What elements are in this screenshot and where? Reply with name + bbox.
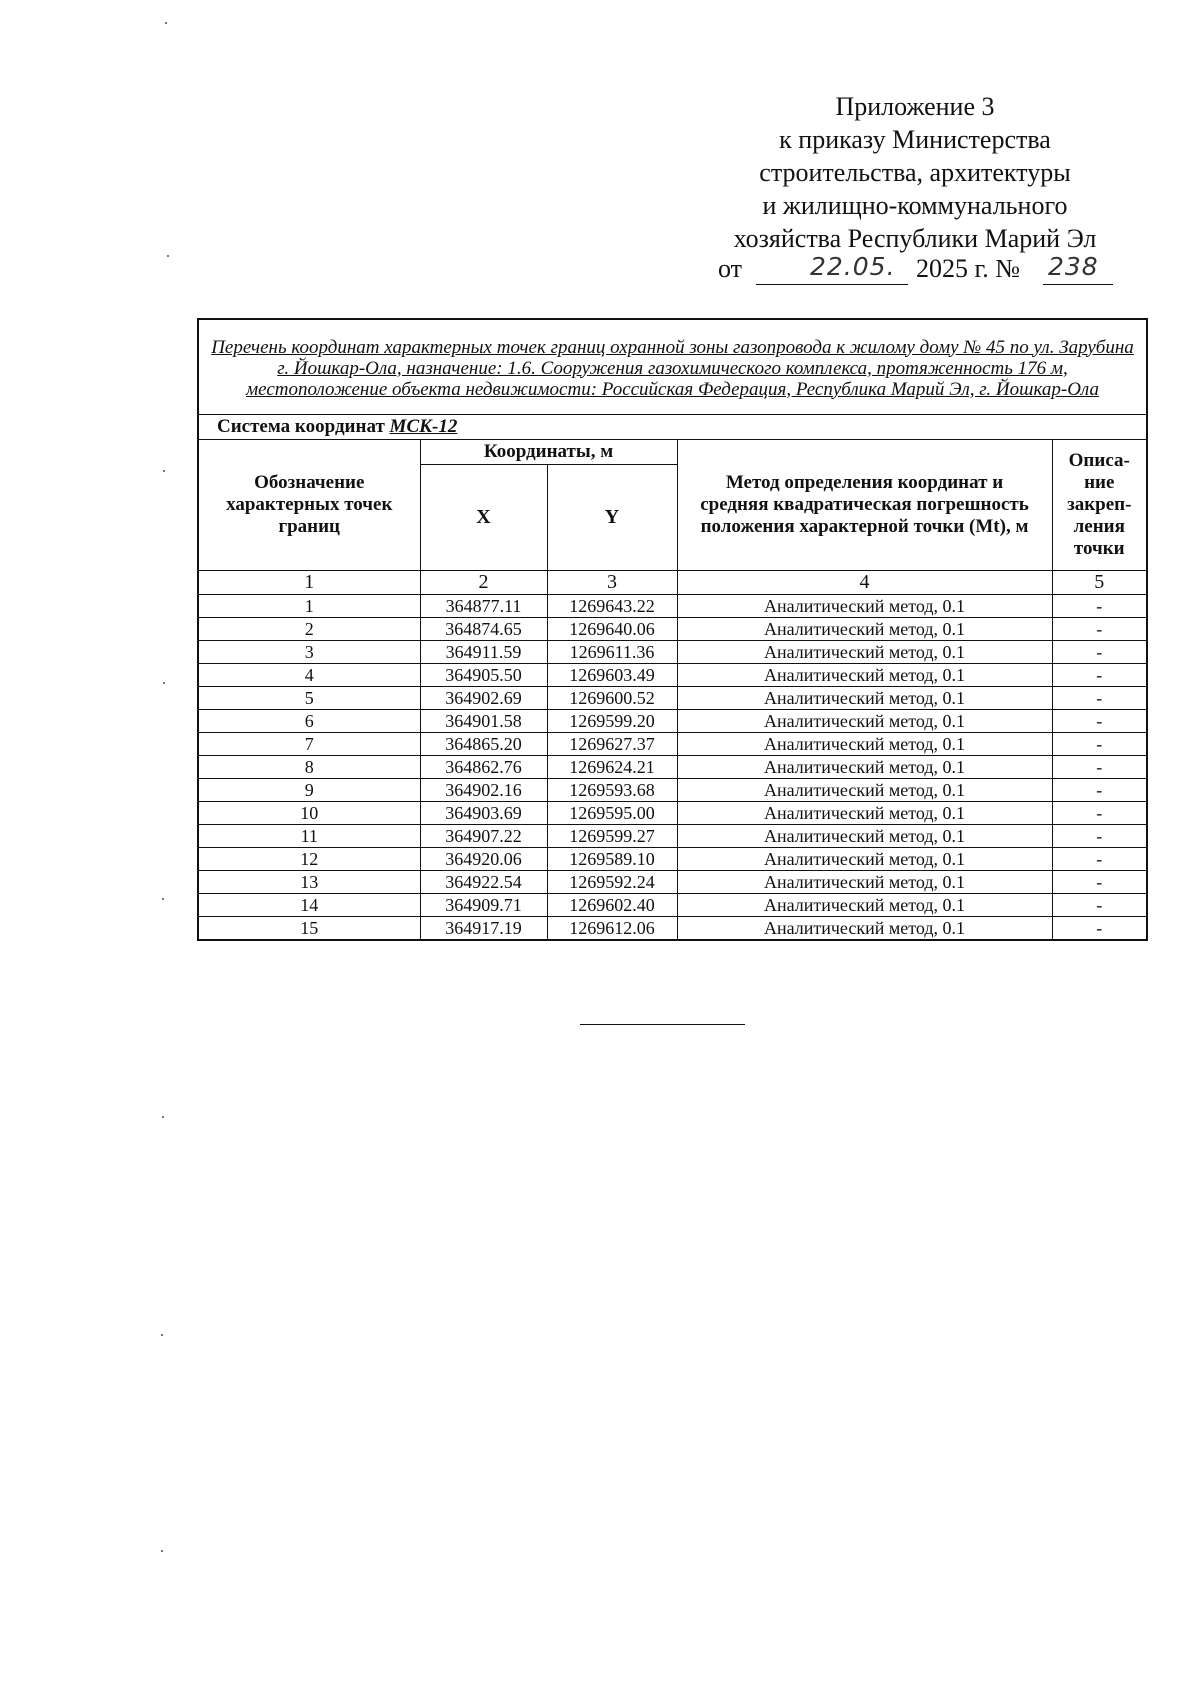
method-cell: Аналитический метод, 0.1 bbox=[677, 756, 1052, 779]
method-cell: Аналитический метод, 0.1 bbox=[677, 894, 1052, 917]
x-cell: 364862.76 bbox=[420, 756, 547, 779]
x-cell: 364920.06 bbox=[420, 848, 547, 871]
point-cell: 10 bbox=[198, 802, 420, 825]
point-cell: 2 bbox=[198, 618, 420, 641]
x-cell: 364907.22 bbox=[420, 825, 547, 848]
description-cell: - bbox=[1052, 618, 1147, 641]
y-cell: 1269624.21 bbox=[547, 756, 677, 779]
point-cell: 12 bbox=[198, 848, 420, 871]
point-cell: 14 bbox=[198, 894, 420, 917]
appendix-title: Приложение 3 bbox=[835, 92, 995, 121]
scan-speck bbox=[165, 22, 167, 24]
header-coordinates: Координаты, м bbox=[420, 440, 677, 465]
header-line-ministry: строительства, архитектуры bbox=[759, 158, 1071, 187]
table-body bbox=[198, 595, 1147, 941]
point-cell: 11 bbox=[198, 825, 420, 848]
header-y: Y bbox=[547, 465, 677, 571]
method-cell: Аналитический метод, 0.1 bbox=[677, 802, 1052, 825]
method-cell: Аналитический метод, 0.1 bbox=[677, 871, 1052, 894]
y-cell: 1269599.20 bbox=[547, 710, 677, 733]
y-cell: 1269593.68 bbox=[547, 779, 677, 802]
description-cell: - bbox=[1052, 595, 1147, 618]
description-cell: - bbox=[1052, 733, 1147, 756]
method-cell: Аналитический метод, 0.1 bbox=[677, 779, 1052, 802]
table-row bbox=[198, 779, 1147, 802]
scan-speck bbox=[162, 1116, 164, 1118]
x-cell: 364874.65 bbox=[420, 618, 547, 641]
x-cell: 364902.16 bbox=[420, 779, 547, 802]
description-cell: - bbox=[1052, 641, 1147, 664]
table-row bbox=[198, 641, 1147, 664]
scan-speck bbox=[167, 255, 169, 257]
year-number-label: 2025 г. № bbox=[916, 254, 1021, 283]
scan-speck bbox=[163, 682, 165, 684]
method-cell: Аналитический метод, 0.1 bbox=[677, 687, 1052, 710]
x-cell: 364865.20 bbox=[420, 733, 547, 756]
x-cell: 364903.69 bbox=[420, 802, 547, 825]
method-cell: Аналитический метод, 0.1 bbox=[677, 710, 1052, 733]
point-cell: 3 bbox=[198, 641, 420, 664]
column-number: 2 bbox=[420, 571, 547, 595]
description-cell: - bbox=[1052, 848, 1147, 871]
y-cell: 1269640.06 bbox=[547, 618, 677, 641]
table-row bbox=[198, 595, 1147, 618]
table-row bbox=[198, 894, 1147, 917]
method-cell: Аналитический метод, 0.1 bbox=[677, 733, 1052, 756]
table-row bbox=[198, 756, 1147, 779]
scan-speck bbox=[163, 470, 165, 472]
header-line-republic: хозяйства Республики Марий Эл bbox=[733, 224, 1097, 253]
appendix-header bbox=[690, 90, 1140, 255]
scan-speck bbox=[162, 898, 164, 900]
y-cell: 1269589.10 bbox=[547, 848, 677, 871]
coordinates-table bbox=[197, 318, 1148, 941]
description-cell: - bbox=[1052, 894, 1147, 917]
coordinate-system-name: МСК-12 bbox=[389, 416, 458, 437]
x-cell: 364909.71 bbox=[420, 894, 547, 917]
y-cell: 1269603.49 bbox=[547, 664, 677, 687]
header-x: X bbox=[420, 465, 547, 571]
table-row bbox=[198, 687, 1147, 710]
method-cell: Аналитический метод, 0.1 bbox=[677, 825, 1052, 848]
header-line-housing: и жилищно-коммунального bbox=[762, 191, 1068, 220]
date-prefix: от bbox=[718, 254, 743, 283]
y-cell: 1269612.06 bbox=[547, 917, 677, 941]
y-cell: 1269611.36 bbox=[547, 641, 677, 664]
column-number: 5 bbox=[1052, 571, 1147, 595]
point-cell: 5 bbox=[198, 687, 420, 710]
table-row bbox=[198, 871, 1147, 894]
table-row bbox=[198, 710, 1147, 733]
coordinate-system-label: Система координат bbox=[217, 416, 385, 437]
x-cell: 364902.69 bbox=[420, 687, 547, 710]
table-row bbox=[198, 825, 1147, 848]
x-cell: 364911.59 bbox=[420, 641, 547, 664]
separator-line bbox=[580, 1024, 745, 1025]
description-cell: - bbox=[1052, 710, 1147, 733]
table-row bbox=[198, 917, 1147, 941]
y-cell: 1269600.52 bbox=[547, 687, 677, 710]
table-row bbox=[198, 733, 1147, 756]
y-cell: 1269599.27 bbox=[547, 825, 677, 848]
table-row bbox=[198, 618, 1147, 641]
x-cell: 364922.54 bbox=[420, 871, 547, 894]
point-cell: 4 bbox=[198, 664, 420, 687]
description-cell: - bbox=[1052, 802, 1147, 825]
table-row bbox=[198, 802, 1147, 825]
y-cell: 1269595.00 bbox=[547, 802, 677, 825]
header-method: Метод определения координат и средняя квадратическая погрешность положения характерной точки (Mt), м bbox=[677, 440, 1052, 571]
description-cell: - bbox=[1052, 871, 1147, 894]
point-cell: 1 bbox=[198, 595, 420, 618]
header-line-order: к приказу Министерства bbox=[779, 125, 1051, 154]
column-number: 1 bbox=[198, 571, 420, 595]
description-cell: - bbox=[1052, 779, 1147, 802]
column-number: 3 bbox=[547, 571, 677, 595]
y-cell: 1269592.24 bbox=[547, 871, 677, 894]
table-row bbox=[198, 664, 1147, 687]
point-cell: 6 bbox=[198, 710, 420, 733]
method-cell: Аналитический метод, 0.1 bbox=[677, 641, 1052, 664]
y-cell: 1269643.22 bbox=[547, 595, 677, 618]
point-cell: 15 bbox=[198, 917, 420, 941]
method-cell: Аналитический метод, 0.1 bbox=[677, 848, 1052, 871]
y-cell: 1269627.37 bbox=[547, 733, 677, 756]
point-cell: 13 bbox=[198, 871, 420, 894]
column-number: 4 bbox=[677, 571, 1052, 595]
x-cell: 364877.11 bbox=[420, 595, 547, 618]
header-point-designation: Обозначение характерных точек границ bbox=[198, 440, 420, 571]
y-cell: 1269602.40 bbox=[547, 894, 677, 917]
handwritten-number: 238 bbox=[1048, 252, 1099, 281]
scan-speck bbox=[161, 1334, 163, 1336]
method-cell: Аналитический метод, 0.1 bbox=[677, 664, 1052, 687]
order-date-line bbox=[718, 254, 1138, 294]
description-cell: - bbox=[1052, 687, 1147, 710]
method-cell: Аналитический метод, 0.1 bbox=[677, 595, 1052, 618]
description-cell: - bbox=[1052, 917, 1147, 941]
method-cell: Аналитический метод, 0.1 bbox=[677, 917, 1052, 941]
x-cell: 364917.19 bbox=[420, 917, 547, 941]
point-cell: 9 bbox=[198, 779, 420, 802]
table-title: Перечень координат характерных точек границ охранной зоны газопровода к жилому дому № 45 по ул. Зарубина г. Йошкар-Ола, назначение: 1.6. Сооружения газохимического комплекса, протяженность 176 м, местоположение объекта недвижимости: Российская Федерация, Республика Марий Эл, г. Йошкар-Ола bbox=[198, 319, 1147, 415]
table-row bbox=[198, 848, 1147, 871]
point-cell: 8 bbox=[198, 756, 420, 779]
x-cell: 364901.58 bbox=[420, 710, 547, 733]
column-number-row bbox=[198, 571, 1147, 595]
description-cell: - bbox=[1052, 825, 1147, 848]
header-description: Описа-ние закреп-ления точки bbox=[1052, 440, 1147, 571]
point-cell: 7 bbox=[198, 733, 420, 756]
handwritten-date: 22.05. bbox=[810, 252, 896, 281]
description-cell: - bbox=[1052, 756, 1147, 779]
method-cell: Аналитический метод, 0.1 bbox=[677, 618, 1052, 641]
scan-speck bbox=[161, 1550, 163, 1552]
x-cell: 364905.50 bbox=[420, 664, 547, 687]
coordinate-system-row bbox=[198, 415, 1147, 440]
description-cell: - bbox=[1052, 664, 1147, 687]
